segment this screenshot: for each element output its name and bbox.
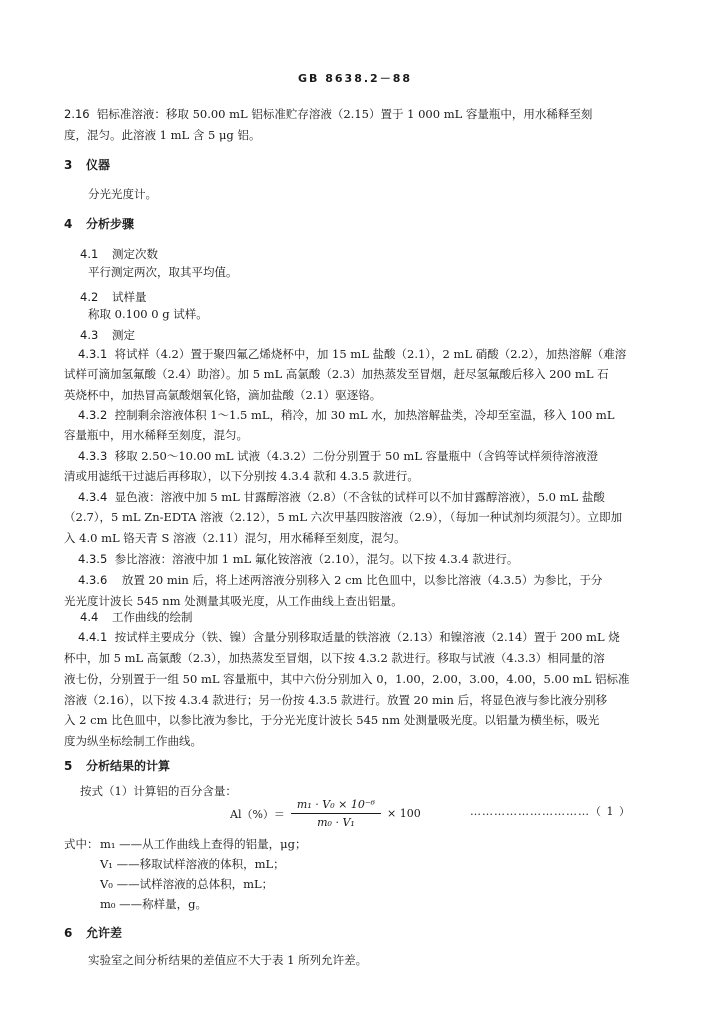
formula-denominator: m₀ · V₁ [317, 816, 355, 829]
variable-symbol: m₁ [100, 837, 116, 851]
paragraph-2-16-line1 [64, 104, 654, 125]
item-number: 4.3.2 [78, 408, 108, 422]
section-number: 3 [64, 158, 73, 172]
variable-row [100, 876, 273, 892]
subsection-title: 测定次数 [112, 247, 158, 261]
subsection-title: 试样量 [112, 290, 147, 304]
variable-symbol: V₀ [100, 877, 113, 891]
paragraph-text: 控制剩余溶液体积 1～1.5 mL，稍冷，加 30 mL 水，加热溶解盐类，冷却至室温，移入 100 mL [114, 408, 615, 422]
formula-1 [230, 798, 421, 829]
paragraph-4-3-2-line2: 容量瓶中，用水稀释至刻度，混匀。 [64, 428, 248, 442]
subsection-4-4-heading [80, 609, 193, 625]
section-number: 5 [64, 759, 73, 773]
paragraph-4-4-1-line6: 度为纵坐标绘制工作曲线。 [64, 734, 202, 748]
paragraph-4-3-6-line2: 光光度计波长 545 nm 处测量其吸光度，从工作曲线上查出铝量。 [64, 594, 403, 608]
formula-intro: 按式（1）计算铝的百分含量： [80, 784, 237, 798]
paragraph-4-3-3-line2: 清或用滤纸干过滤后再移取），以下分别按 4.3.4 款和 4.3.5 款进行。 [64, 469, 419, 483]
variable-symbol: m₀ [100, 897, 116, 911]
section-title: 仪器 [86, 158, 111, 172]
variable-row [100, 836, 307, 852]
paragraph-text: 铝标准溶液：移取 50.00 mL 铝标准贮存溶液（2.15）置于 1 000 mL 容量瓶中，用水稀释至刻 [96, 107, 593, 121]
section-3-heading [64, 156, 110, 173]
paragraph-text: 参比溶液：溶液中加 1 mL 氟化铵溶液（2.10），混匀。以下按 4.3.4 款进行。 [114, 552, 519, 566]
document-header: GB 8638.2－88 [298, 72, 412, 85]
section-5-heading [64, 757, 170, 774]
variable-description: ——称样量，g。 [119, 897, 208, 911]
paragraph-4-3-4-line2: （2.7），5 mL Zn-EDTA 溶液（2.12），5 mL 六次甲基四胺溶液（2.9），（每加一种试剂均须混匀）。立即加 [64, 510, 623, 524]
section-title: 分析步骤 [86, 217, 135, 231]
paragraph-4-4-1-line1 [78, 627, 668, 648]
item-number: 4.3.6 [78, 573, 108, 587]
subsection-4-1-body: 平行测定两次，取其平均值。 [88, 265, 238, 279]
paragraph-4-3-1-line2: 试样可滴加氢氟酸（2.4）助溶）。加 5 mL 高氯酸（2.3）加热蒸发至冒烟，赶尽氢氟酸后移入 200 mL 石 [64, 367, 609, 381]
subsection-4-3-heading [80, 327, 135, 343]
paragraph-2-16-line2: 度，混匀。此溶液 1 mL 含 5 μg 铝。 [64, 128, 261, 142]
formula-lhs: Al（%）＝ [230, 807, 285, 821]
section-6-body: 实验室之间分析结果的差值应不大于表 1 所列允许差。 [88, 953, 368, 967]
item-number: 4.3.3 [78, 449, 108, 463]
equation-number: …………………………（ 1 ） [470, 805, 631, 818]
formula-fraction [291, 798, 381, 829]
subsection-4-2-heading [80, 289, 147, 305]
subsection-number: 4.4 [80, 610, 99, 624]
section-4-heading [64, 215, 134, 232]
item-number: 2.16 [64, 107, 90, 121]
paragraph-4-3-6-line1 [78, 570, 668, 591]
item-number: 4.4.1 [78, 630, 108, 644]
variable-row [100, 896, 207, 912]
subsection-number: 4.3 [80, 328, 99, 342]
paragraph-4-4-1-line5: 入 2 cm 比色皿中，以参比液为参比，于分光光度计波长 545 nm 处测量吸光度。以铝量为横坐标，吸光 [64, 713, 600, 727]
section-number: 4 [64, 217, 73, 231]
paragraph-text: 按试样主要成分（铁、镍）含量分别移取适量的铁溶液（2.13）和镍溶液（2.14）置于 200 mL 烧 [114, 630, 620, 644]
paragraph-4-3-3-line1 [78, 446, 668, 467]
variable-symbol: V₁ [100, 857, 113, 871]
variables-label: 式中： [64, 837, 99, 851]
paragraph-4-3-5-line1 [78, 549, 668, 570]
paragraph-4-4-1-line2: 杯中，加 5 mL 高氯酸（2.3），加热蒸发至冒烟，以下按 4.3.2 款进行。移取与试液（4.3.3）相同量的溶 [64, 651, 605, 665]
section-6-heading [64, 924, 122, 941]
paragraph-4-3-4-line3: 入 4.0 mL 铬天青 S 溶液（2.11）混匀，用水稀释至刻度，混匀。 [64, 531, 406, 545]
subsection-4-1-heading [80, 246, 158, 262]
item-number: 4.3.1 [78, 347, 108, 361]
subsection-number: 4.2 [80, 290, 99, 304]
variable-description: ——从工作曲线上查得的铝量，μg； [119, 837, 307, 851]
section-number: 6 [64, 926, 73, 940]
paragraph-text: 移取 2.50～10.00 mL 试液（4.3.2）二份分别置于 50 mL 容量瓶中（含钨等试样须待溶液澄 [114, 449, 599, 463]
variable-row [100, 856, 285, 872]
subsection-number: 4.1 [80, 247, 99, 261]
section-title: 允许差 [86, 926, 123, 940]
paragraph-4-3-4-line1 [78, 487, 668, 508]
section-3-body: 分光光度计。 [88, 187, 157, 201]
formula-numerator: m₁ · V₀ × 10⁻⁶ [291, 798, 381, 814]
item-number: 4.3.5 [78, 552, 108, 566]
formula-rhs: × 100 [387, 807, 421, 820]
variable-description: ——移取试样溶液的体积，mL； [116, 857, 285, 871]
subsection-4-2-body: 称取 0.100 0 g 试样。 [88, 307, 208, 321]
subsection-title: 测定 [112, 328, 135, 342]
subsection-title: 工作曲线的绘制 [112, 610, 193, 624]
paragraph-4-4-1-line3: 液七份，分别置于一组 50 mL 容量瓶中，其中六份分别加入 0，1.00，2.00，3.00，4.00，5.00 mL 铝标准 [64, 672, 630, 686]
variable-description: ——试样溶液的总体积，mL； [116, 877, 274, 891]
paragraph-text: 将试样（4.2）置于聚四氟乙烯烧杯中，加 15 mL 盐酸（2.1），2 mL 硝酸（2.2），加热溶解（难溶 [114, 347, 627, 361]
paragraph-text: 放置 20 min 后，将上述两溶液分别移入 2 cm 比色皿中，以参比溶液（4.3.5）为参比，于分 [121, 573, 603, 587]
paragraph-4-3-1-line1 [78, 344, 668, 365]
paragraph-text: 显色液：溶液中加 5 mL 甘露醇溶液（2.8）（不含钛的试样可以不加甘露醇溶液），5.0 mL 盐酸 [114, 490, 605, 504]
paragraph-4-3-2-line1 [78, 405, 668, 426]
item-number: 4.3.4 [78, 490, 108, 504]
paragraph-4-3-1-line3: 英烧杯中，加热冒高氯酸烟氧化铬，滴加盐酸（2.1）驱逐铬。 [64, 388, 382, 402]
section-title: 分析结果的计算 [86, 759, 171, 773]
paragraph-4-4-1-line4: 溶液（2.16），以下按 4.3.4 款进行；另一份按 4.3.5 款进行。放置 20 min 后，将显色液与参比液分别移 [64, 693, 608, 707]
